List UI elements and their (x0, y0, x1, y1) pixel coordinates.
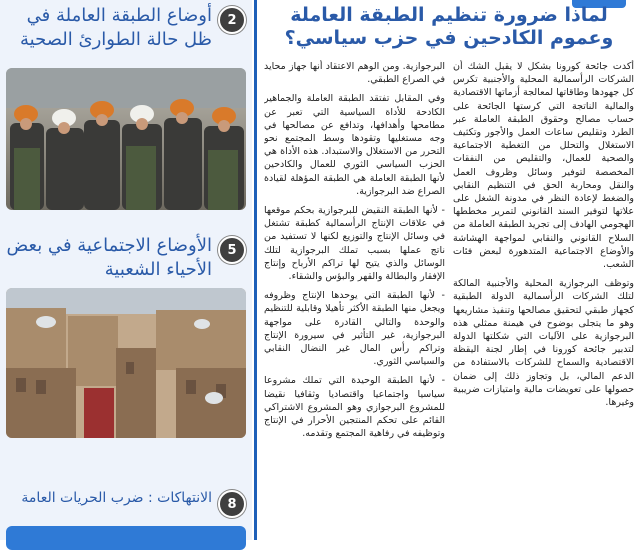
sidebar-item-violations[interactable] (6, 488, 246, 518)
article-column-left (264, 60, 445, 540)
sidebar-item-social-neighborhoods[interactable] (6, 234, 246, 282)
neighborhood-photo (6, 288, 246, 438)
page-number-badge: 2 (218, 6, 246, 34)
article-paragraph: البرجوازية. ومن الوهم الاعتقاد أنها جهاز محايد في الصراع الطبقي. (264, 61, 445, 86)
sidebar-item-title: أوضاع الطبقة العاملة في ظل حالة الطوارئ الصحية (20, 5, 212, 50)
page-number-badge: 8 (218, 490, 246, 518)
column-divider (254, 0, 257, 540)
article-paragraph: أكدت جائحة كورونا بشكل لا يقبل الشك أن الشركات الرأسمالية المحلية والأجنبية تكرس كل جهودها وطاقاتها لمعالجة أزماتها الاقتصادية والمالية الناتجة التي كرستها الجائحة على حساب مصالح وحقوق الطبقة العاملة عبر الطرد وتقليص ساعات العمل والأجور وتكثيف الاستغلال والتحلل من التغطية الاجتماعية والصحية للعمال، والتقليص من النفقات المخصصة لتوفير وسائل وظروف العمل والنقل ومحاربة الحق في التنظيم النقابي والضغط لإعادة النظر في مدونة الشغل على علاتها لتوفير السند القانوني لتمرير مخططها الهجومي الهادف إلى تجريد الطبقة العاملة من السلاح القانوني والنقابي لمواجهة الهشاشة والأوضاع الاجتماعية المتدهورة لبعض فئات الشعب. (453, 61, 634, 271)
next-section-button[interactable] (6, 526, 246, 550)
article-paragraph: - لأنها الطبقة الوحيدة التي تملك مشروعا سياسيا واجتماعيا واقتصاديا وثقافيا نقيضا للمشروع البرجوازي وهو المشروع الاشتراكي القائم على تحكم المنتجين الأحرار في الإنتاج وتوظيفه في رفاهية المجتمع وتقدمه. (264, 375, 445, 440)
article-columns (264, 60, 634, 540)
article-column-right (453, 60, 634, 540)
page-number-badge: 5 (218, 236, 246, 264)
main-article (258, 0, 640, 540)
sidebar-item-title: الانتهاكات : ضرب الحريات العامة (21, 490, 212, 506)
sidebar-item-workers-emergency[interactable] (6, 4, 246, 52)
sidebar-item-title: الأوضاع الاجتماعية في بعض الأحياء الشعبية (6, 235, 212, 280)
article-paragraph: - لأنها الطبقة النقيض للبرجوازية بحكم موقعها في علاقات الإنتاج الرأسمالية كطبقة تشتغل في وسائل الإنتاج والتوزيع لكنها لا تستفيد من ناتج عملها بسبب تملك البرجوازية لتلك الوسائل والذي يتيح لها تراكم الأرباح وإنتاج الإفقار والبطالة والقهر والبؤس والشقاء. (264, 205, 445, 283)
article-headline: لماذا ضرورة تنظيم الطبقة العاملة وعموم الكادحين في حزب سياسي؟ (284, 4, 614, 49)
article-paragraph: وتوظف البرجوازية المحلية والأجنبية المالكة لتلك الشركات الرأسمالية الدولة الطبقية كجهاز طبقي لتحقيق مصالحها وتنفيذ مشاريعها وهو ما يتجلى بوضوح في هيمنة ممثلي هذه البرجوازية على الآليات التي شكلتها الدولة لتدبير جائحة كورونا في إطار لجنة اليقظة الاقتصادية والسماح للشركات بالاستفادة من الدعم المالي، بل وتجاوز ذلك إلى ضمان حصولها على تعويضات مالية وامتيازات ضريبية وغيرها. (453, 278, 634, 409)
sidebar (0, 0, 252, 540)
workers-photo (6, 68, 246, 210)
article-paragraph: - لأنها الطبقة التي يوحدها الإنتاج وظروفه ويجعل منها الطبقة الأكثر تأهيلا وقابلية للتنظيم والوحدة والتالي القادرة على مواجهة البرجوازية، غير التأثير في سيرورة الإنتاج وتراكم رأس المال غير النضال النقابي والسياسي الثوري. (264, 290, 445, 368)
article-paragraph: وفي المقابل تفتقد الطبقة العاملة والجماهير الكادحة للأداة السياسية التي تعبر عن مطامحها وأهدافها، وتدافع عن مصالحها في وجه مستغليها وتقودها وسط المجتمع نحو التحرر من الاستغلال والاستبداد. هذه الأداة هي الحزب السياسي الثوري للعمال والكادحين لأنها الطبقة العاملة هي الطبقة المؤهلة لقيادة الصراع ضد البرجوازية. (264, 93, 445, 197)
